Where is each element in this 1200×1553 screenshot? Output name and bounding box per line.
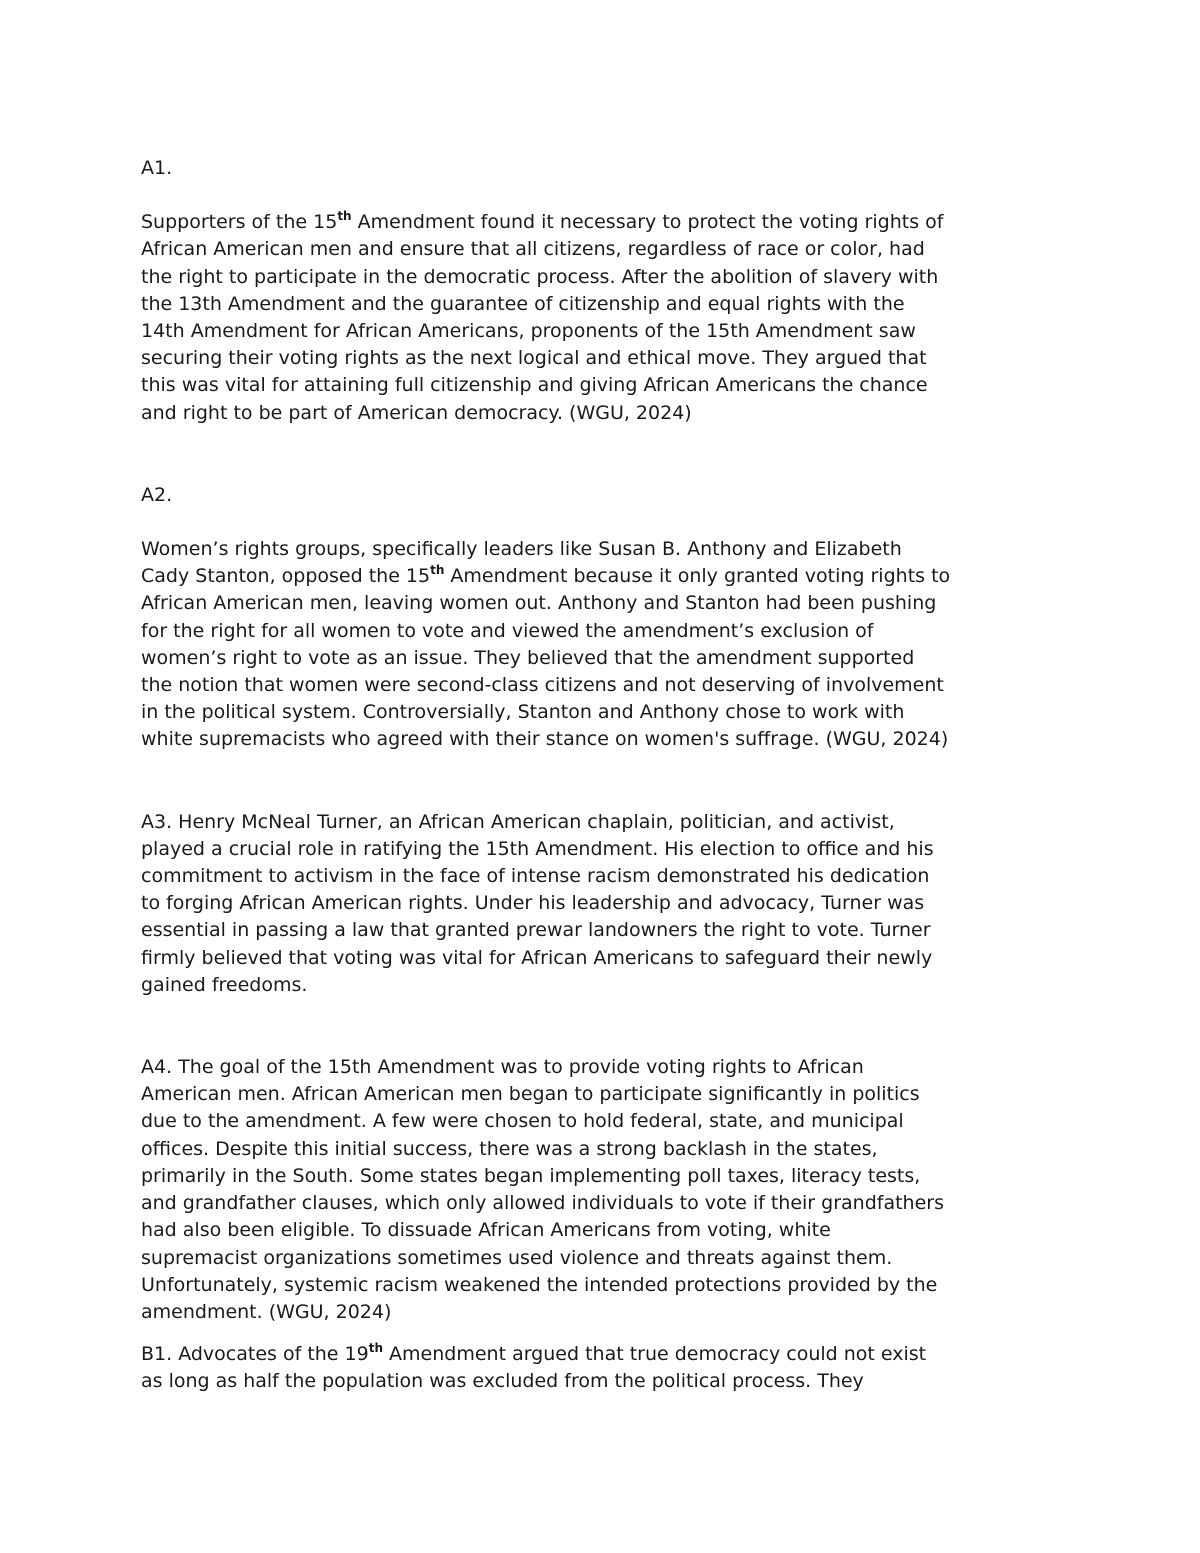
text-line: white supremacists who agreed with their stance on women's suffrage. (WGU, 2024)	[141, 728, 949, 751]
text-line: due to the amendment. A few were chosen to hold federal, state, and municipal	[141, 1110, 904, 1133]
text-line: offices. Despite this initial success, there was a strong backlash in the states,	[141, 1137, 878, 1160]
text-run: Amendment argued that true democracy could not exist	[383, 1343, 927, 1366]
text-line: for the right for all women to vote and viewed the amendment’s exclusion of	[141, 619, 874, 642]
section-a2-paragraph	[141, 536, 1071, 754]
section-a3-paragraph	[141, 809, 1071, 999]
superscript: th	[337, 209, 352, 224]
text-line	[141, 563, 1071, 590]
text-line: securing their voting rights as the next logical and ethical move. They argued that	[141, 347, 927, 370]
text-run: Amendment because it only granted voting rights to	[444, 565, 951, 588]
text-line: had also been eligible. To dissuade African Americans from voting, white	[141, 1219, 831, 1242]
text-line: Women’s rights groups, specifically leaders like Susan B. Anthony and Elizabeth	[141, 538, 902, 561]
text-line: and right to be part of American democracy. (WGU, 2024)	[141, 401, 692, 424]
text-line: A3. Henry McNeal Turner, an African American chaplain, politician, and activist,	[141, 810, 895, 833]
text-line: this was vital for attaining full citizenship and giving African Americans the chance	[141, 374, 928, 397]
text-line: American men. African American men began to participate significantly in politics	[141, 1083, 920, 1106]
document-body	[141, 155, 1071, 1396]
spacer	[141, 999, 1071, 1054]
text-run: B1. Advocates of the 19	[141, 1343, 369, 1366]
superscript: th	[430, 563, 445, 578]
section-a4-paragraph	[141, 1054, 1071, 1326]
spacer	[141, 509, 1071, 536]
text-line: firmly believed that voting was vital for African Americans to safeguard their newly	[141, 946, 933, 969]
text-line: primarily in the South. Some states began implementing poll taxes, literacy tests,	[141, 1164, 921, 1187]
text-line: played a crucial role in ratifying the 15th Amendment. His election to office and his	[141, 837, 934, 860]
section-a1-heading: A1.	[141, 157, 173, 179]
text-line: women’s right to vote as an issue. They believed that the amendment supported	[141, 646, 915, 669]
text-run: Cady Stanton, opposed the 15	[141, 565, 431, 588]
text-line: and grandfather clauses, which only allowed individuals to vote if their grandfathers	[141, 1192, 944, 1215]
spacer	[141, 427, 1071, 482]
text-run: Supporters of the 15	[141, 211, 338, 234]
text-line: A4. The goal of the 15th Amendment was to provide voting rights to African	[141, 1056, 864, 1079]
text-line: to forging African American rights. Under his leadership and advocacy, Turner was	[141, 892, 925, 915]
text-line: the right to participate in the democratic process. After the abolition of slavery with	[141, 265, 939, 288]
text-line: the 13th Amendment and the guarantee of citizenship and equal rights with the	[141, 292, 905, 315]
superscript: th	[368, 1341, 383, 1356]
spacer	[141, 754, 1071, 809]
text-line: Unfortunately, systemic racism weakened the intended protections provided by the	[141, 1273, 938, 1296]
text-line: gained freedoms.	[141, 973, 308, 996]
text-run: Amendment found it necessary to protect the voting rights of	[351, 211, 944, 234]
spacer	[141, 1326, 1071, 1341]
text-line	[141, 1341, 1071, 1368]
text-line	[141, 209, 1071, 236]
text-line: as long as half the population was excluded from the political process. They	[141, 1370, 864, 1393]
section-a1-paragraph	[141, 209, 1071, 427]
text-line: commitment to activism in the face of intense racism demonstrated his dedication	[141, 865, 930, 888]
text-line: African American men and ensure that all citizens, regardless of race or color, had	[141, 238, 925, 261]
text-line: essential in passing a law that granted prewar landowners the right to vote. Turner	[141, 919, 931, 942]
section-a2-heading: A2.	[141, 483, 173, 506]
text-line: supremacist organizations sometimes used violence and threats against them.	[141, 1246, 893, 1269]
text-line: African American men, leaving women out. Anthony and Stanton had been pushing	[141, 592, 937, 615]
section-b1-paragraph	[141, 1341, 1071, 1395]
spacer	[141, 182, 1071, 209]
text-line: in the political system. Controversially, Stanton and Anthony chose to work with	[141, 701, 905, 724]
text-line: 14th Amendment for African Americans, proponents of the 15th Amendment saw	[141, 320, 916, 343]
text-line: amendment. (WGU, 2024)	[141, 1300, 392, 1323]
text-line: the notion that women were second-class citizens and not deserving of involvement	[141, 674, 944, 697]
